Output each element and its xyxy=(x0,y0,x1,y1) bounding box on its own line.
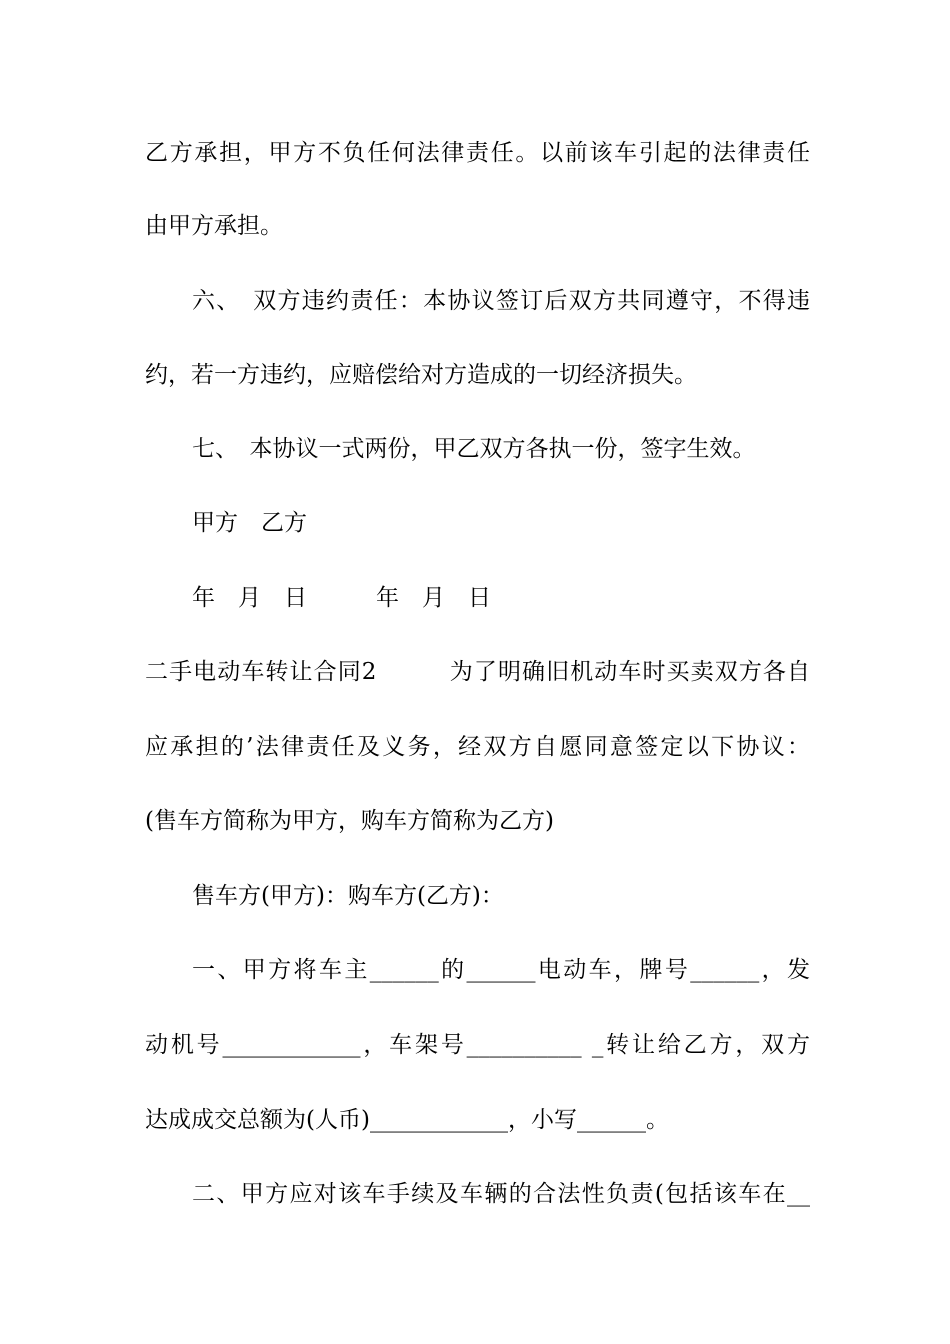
signature-parties: 甲方 乙方 xyxy=(192,510,307,536)
signature-dates: 年 月 日 年 月 日 xyxy=(192,585,491,611)
contract-2-heading: 二手电动车转让合同2 为了明确旧机动车时买卖双方各自 xyxy=(145,659,810,685)
clause-7: 七、 本协议一式两份，甲乙双方各执一份，签字生效。 xyxy=(192,436,756,462)
text-line: 约，若一方违约，应赔偿给对方造成的一切经济损失。 xyxy=(145,362,697,388)
clause-2: 二、甲方应对该车手续及车辆的合法性负责(包括该车在__ xyxy=(192,1181,810,1207)
text-line: 由甲方承担。 xyxy=(145,213,283,239)
text-line: 达成成交总额为(人币)____________，小写______。 xyxy=(145,1107,669,1133)
text-line: 乙方承担，甲方不负任何法律责任。以前该车引起的法律责任 xyxy=(145,140,810,166)
clause-1: 一、甲方将车主______的______电动车，牌号______，发 xyxy=(192,957,810,983)
text-line: 应承担的’法律责任及义务，经双方自愿同意签定以下协议： xyxy=(145,734,810,760)
parties-line: 售车方(甲方)：购车方(乙方)： xyxy=(192,883,504,909)
text-line: 动机号____________，车架号__________ _转让给乙方，双方 xyxy=(145,1032,810,1058)
text-line: (售车方简称为甲方，购车方简称为乙方) xyxy=(145,808,554,834)
clause-6: 六、 双方违约责任：本协议签订后双方共同遵守，不得违 xyxy=(192,288,810,314)
